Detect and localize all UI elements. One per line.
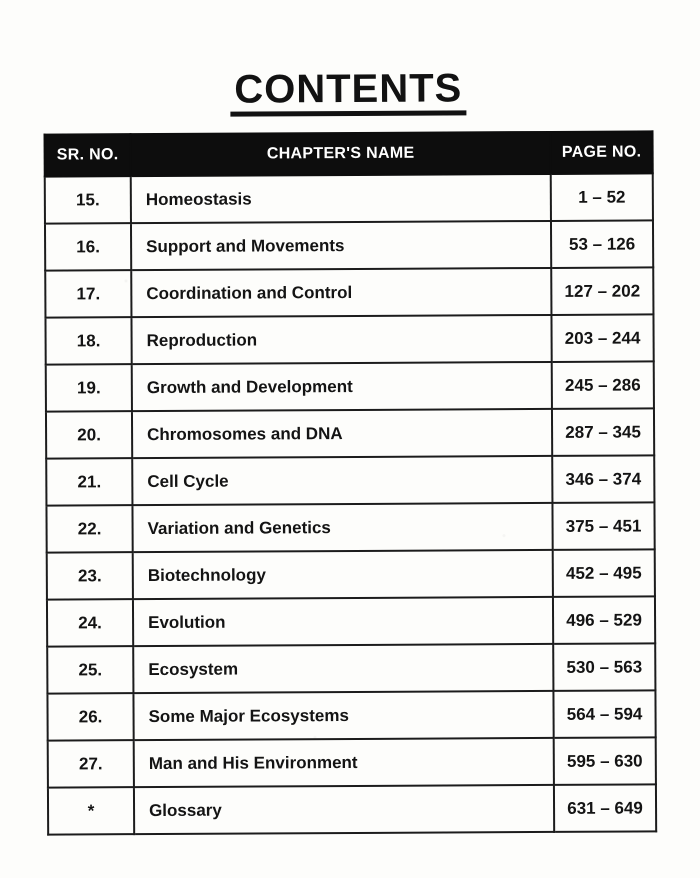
contents-table-body: [45, 173, 656, 834]
sr-no-cell: 24.: [47, 599, 133, 646]
sr-no-cell: 20.: [46, 411, 132, 458]
sr-no-cell: *: [48, 787, 134, 834]
table-row: [46, 408, 654, 458]
chapter-name-cell: Reproduction: [131, 315, 551, 364]
chapter-name-cell: Man and His Environment: [134, 738, 554, 787]
table-row: [46, 502, 654, 552]
chapter-name-cell: Variation and Genetics: [132, 503, 552, 552]
chapter-name-cell: Homeostasis: [131, 174, 551, 223]
table-row: [45, 220, 653, 270]
table-row: [47, 643, 655, 693]
page-range-cell: 1 – 52: [551, 173, 653, 221]
header-sr-no: SR. NO.: [45, 134, 131, 176]
sr-no-cell: 25.: [47, 646, 133, 693]
chapter-name-cell: Growth and Development: [132, 362, 552, 411]
page-range-cell: 496 – 529: [553, 596, 655, 644]
page-range-cell: 245 – 286: [552, 361, 654, 409]
sr-no-cell: 15.: [45, 176, 131, 223]
page-range-cell: 530 – 563: [553, 643, 655, 691]
table-row: [48, 737, 656, 787]
table-row: [45, 173, 653, 223]
chapter-name-cell: Coordination and Control: [131, 268, 551, 317]
page-range-cell: 287 – 345: [552, 408, 654, 456]
table-row: [45, 314, 653, 364]
table-row: [47, 690, 655, 740]
page-range-cell: 53 – 126: [551, 220, 653, 268]
header-page-no: PAGE NO.: [551, 131, 653, 174]
page-title: CONTENTS: [230, 67, 466, 116]
table-row: [45, 267, 653, 317]
sr-no-cell: 21.: [46, 458, 132, 505]
page-range-cell: 346 – 374: [552, 455, 654, 503]
sr-no-cell: 27.: [48, 740, 134, 787]
chapter-name-cell: Chromosomes and DNA: [132, 409, 552, 458]
sr-no-cell: 18.: [45, 317, 131, 364]
page-range-cell: 203 – 244: [551, 314, 653, 362]
page-range-cell: 631 – 649: [554, 784, 656, 832]
table-row: [48, 784, 656, 834]
page-range-cell: 452 – 495: [553, 549, 655, 597]
chapter-name-cell: Biotechnology: [133, 550, 553, 599]
sr-no-cell: 22.: [46, 505, 132, 552]
chapter-name-cell: Cell Cycle: [132, 456, 552, 505]
page-range-cell: 595 – 630: [554, 737, 656, 785]
sr-no-cell: 19.: [46, 364, 132, 411]
chapter-name-cell: Support and Movements: [131, 221, 551, 270]
table-row: [46, 455, 654, 505]
contents-table: [44, 130, 658, 835]
header-row: [45, 131, 653, 176]
chapter-name-cell: Some Major Ecosystems: [133, 691, 553, 740]
table-row: [46, 361, 654, 411]
contents-table-header: [45, 131, 653, 176]
page-range-cell: 564 – 594: [553, 690, 655, 738]
page-range-cell: 127 – 202: [551, 267, 653, 315]
table-row: [47, 549, 655, 599]
chapter-name-cell: Ecosystem: [133, 644, 553, 693]
header-chapter-name: CHAPTER'S NAME: [131, 132, 551, 176]
sr-no-cell: 26.: [47, 693, 133, 740]
chapter-name-cell: Glossary: [134, 785, 554, 834]
sr-no-cell: 23.: [47, 552, 133, 599]
page-range-cell: 375 – 451: [552, 502, 654, 550]
table-row: [47, 596, 655, 646]
sr-no-cell: 16.: [45, 223, 131, 270]
chapter-name-cell: Evolution: [133, 597, 553, 646]
sr-no-cell: 17.: [45, 270, 131, 317]
